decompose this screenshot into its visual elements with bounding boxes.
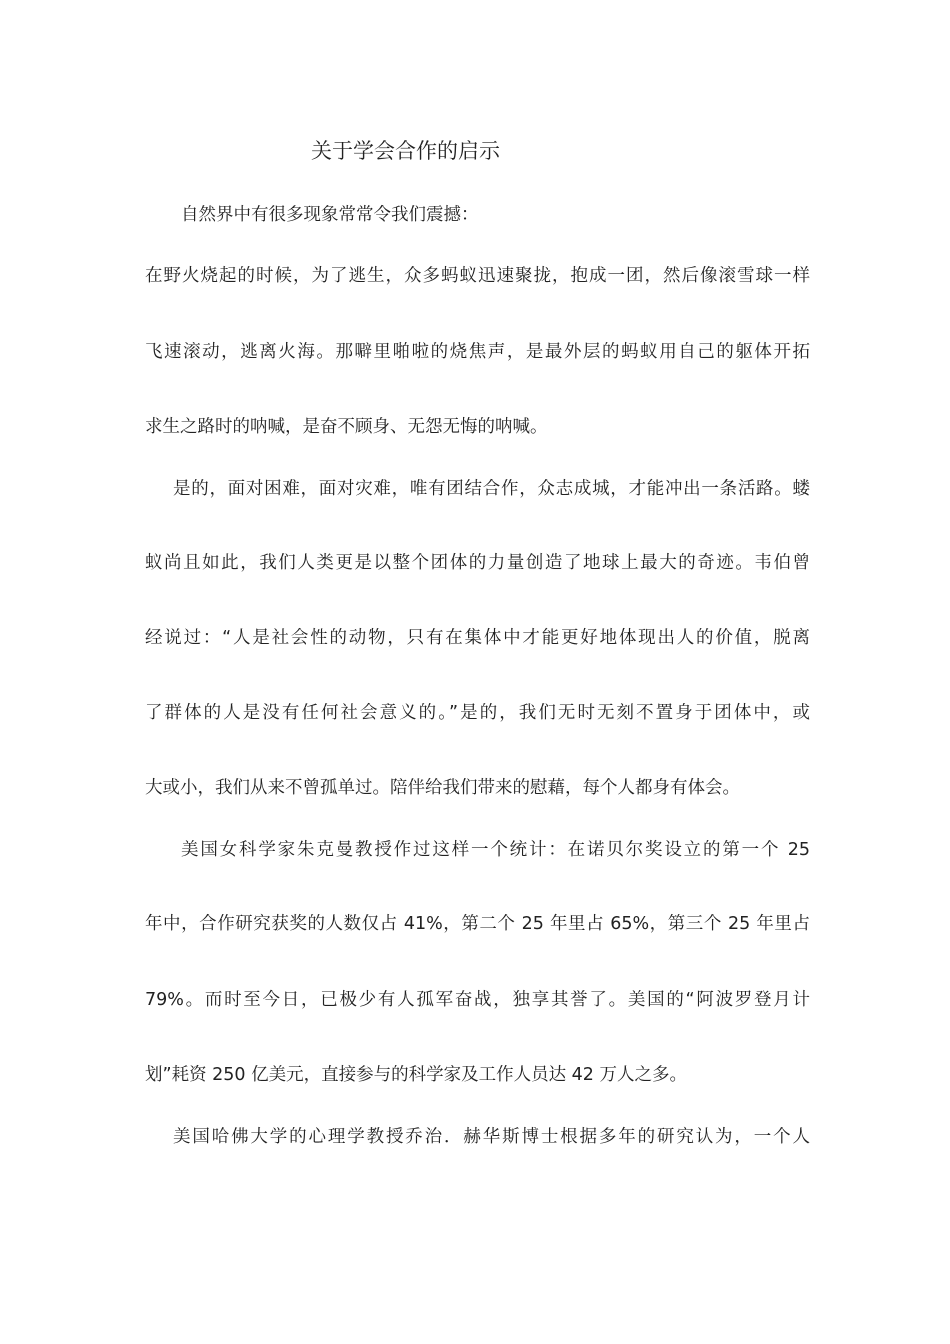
paragraph-line: 蚁尚且如此，我们人类更是以整个团体的力量创造了地球上最大的奇迹。韦伯曾 xyxy=(145,553,810,573)
paragraph-line: 自然界中有很多现象常常令我们震撼： xyxy=(181,205,479,225)
document-title: 关于学会合作的启示 xyxy=(311,139,500,163)
paragraph-line: 划”耗资 250 亿美元，直接参与的科学家及工作人员达 42 万人之多。 xyxy=(145,1065,687,1085)
paragraph-line: 美国女科学家朱克曼教授作过这样一个统计：在诺贝尔奖设立的第一个 25 xyxy=(181,840,810,860)
paragraph-line: 美国哈佛大学的心理学教授乔治．赫华斯博士根据多年的研究认为，一个人 xyxy=(173,1127,810,1147)
paragraph-line: 年中，合作研究获奖的人数仅占 41%，第二个 25 年里占 65%，第三个 25 年里占 xyxy=(145,914,810,934)
paragraph-line: 飞速滚动，逃离火海。那噼里啪啦的烧焦声，是最外层的蚂蚁用自己的躯体开拓 xyxy=(145,342,810,362)
paragraph-line: 了群体的人是没有任何社会意义的。”是的，我们无时无刻不置身于团体中，或 xyxy=(145,703,810,723)
paragraph-line: 79%。而时至今日，已极少有人孤军奋战，独享其誉了。美国的“阿波罗登月计 xyxy=(145,990,810,1010)
paragraph-line: 在野火烧起的时候，为了逃生，众多蚂蚁迅速聚拢，抱成一团，然后像滚雪球一样 xyxy=(145,266,810,286)
paragraph-line: 是的，面对困难，面对灾难，唯有团结合作，众志成城，才能冲出一条活路。蝼 xyxy=(173,479,810,499)
paragraph-line: 经说过：“人是社会性的动物，只有在集体中才能更好地体现出人的价值，脱离 xyxy=(145,628,810,648)
paragraph-line: 求生之路时的呐喊，是奋不顾身、无怨无悔的呐喊。 xyxy=(145,417,548,437)
paragraph-line: 大或小，我们从来不曾孤单过。陪伴给我们带来的慰藉，每个人都身有体会。 xyxy=(145,778,740,798)
